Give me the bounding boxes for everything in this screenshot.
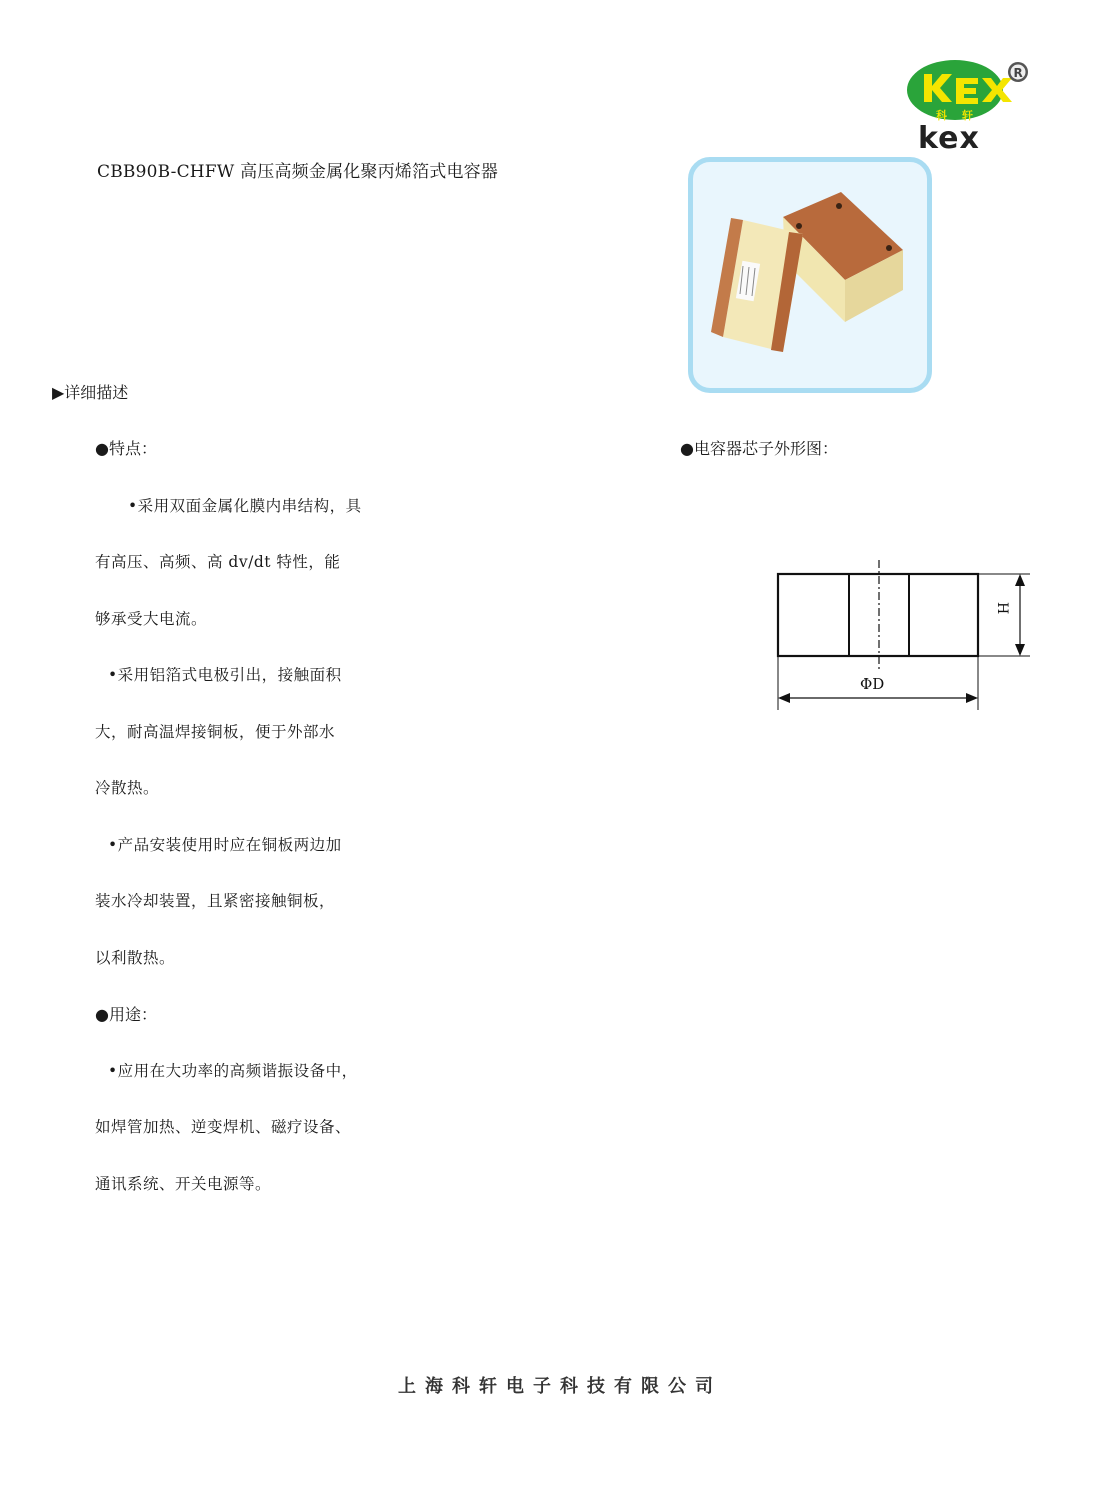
logo-cn-1: 科 — [936, 109, 947, 122]
feature-line: 冷散热。 — [95, 779, 160, 797]
height-label: H — [994, 602, 1010, 615]
feature-line: 装水冷却装置，且紧密接触铜板， — [95, 892, 336, 910]
usage-line: 如焊管加热、逆变焊机、磁疗设备、 — [95, 1118, 352, 1136]
usage-line: •应用在大功率的高频谐振设备中， — [108, 1062, 358, 1080]
logo-cn-2: 轩 — [962, 109, 973, 122]
footer-company: 上海科轩电子科技有限公司 — [398, 1376, 722, 1397]
diameter-label: ΦD — [860, 675, 885, 693]
product-photo — [688, 157, 932, 393]
usage-line: 通讯系统、开关电源等。 — [95, 1175, 272, 1193]
diagram-heading: ●电容器芯子外形图： — [680, 439, 838, 458]
logo-text: kex — [918, 121, 980, 156]
feature-line: 大，耐高温焊接铜板，便于外部水 — [95, 723, 336, 741]
capacitor-outline-diagram — [770, 556, 1040, 716]
company-logo — [900, 56, 1040, 156]
feature-line: 有高压、高频、高 dv/dt 特性，能 — [95, 553, 341, 571]
registered-mark: R — [1013, 66, 1023, 80]
page-title: CBB90B-CHFW 高压高频金属化聚丙烯箔式电容器 — [97, 162, 499, 182]
feature-line: •产品安装使用时应在铜板两边加 — [108, 836, 342, 854]
features-heading: ●特点： — [95, 439, 157, 458]
feature-line: •采用铝箔式电极引出，接触面积 — [108, 666, 342, 684]
feature-line: 以利散热。 — [95, 949, 176, 967]
feature-line: 够承受大电流。 — [95, 610, 208, 628]
feature-line: •采用双面金属化膜内串结构，具 — [128, 497, 362, 515]
section-heading: ▶详细描述 — [52, 383, 129, 402]
usage-heading: ●用途： — [95, 1005, 157, 1024]
